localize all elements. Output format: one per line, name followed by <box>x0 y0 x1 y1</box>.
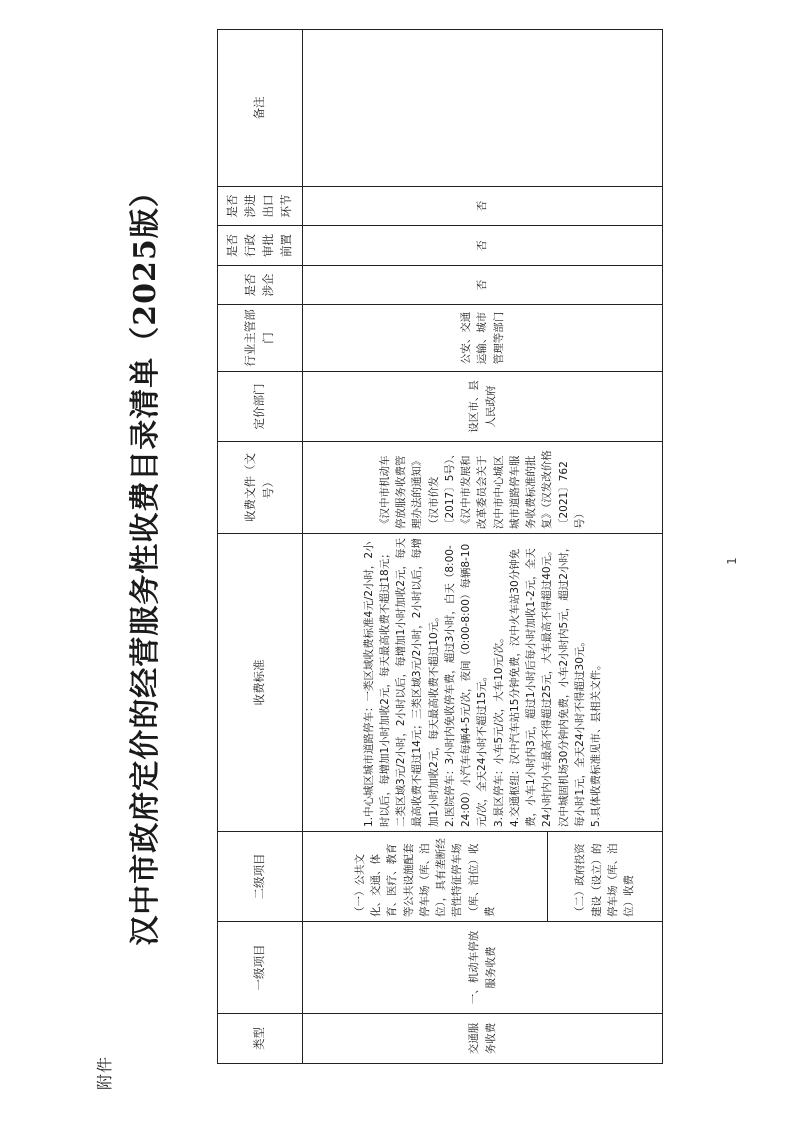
header-import-export: 是否涉进出口环节 <box>218 187 303 226</box>
standard-line-5: 5.具体收费标准见市、县相关文件。 <box>590 659 603 827</box>
page-number: 1 <box>725 557 739 565</box>
standard-line-1: 1.中心城区城市道路停车：一类区域收费标准4元/2小时，2小时以后，每增加1小时加收2元，每天最高收费不超过18元；二类区域3元/2小时，2小时以后，每增加1小时加收2元，每天最高收费不超过14元；三类区域3元/2小时，2小时以后，每增加1小时加收2元，每天最高收费不超过10元。 <box>362 538 440 827</box>
header-document: 收费文件（文号） <box>218 442 303 534</box>
header-level1: 一级项目 <box>218 922 303 1014</box>
cell-enterprise: 否 <box>303 266 663 305</box>
header-type: 类型 <box>218 1014 303 1064</box>
table-header-row <box>218 30 303 1064</box>
cell-import-export: 否 <box>303 187 663 226</box>
cell-admin-approval: 否 <box>303 226 663 266</box>
cell-type: 交通服务收费 <box>303 1014 663 1064</box>
standard-line-4: 4.交通枢纽：汉中汽车站15分钟免费，汉中火车站30分钟免费，小车1小时内3元，超过1小时后每小时加收1-2元，全天24小时内小车最高不得超过25元，大车最高不得超过40元。汉中城固机场30分钟内免费，小车2小时内5元，超过2小时，每小时1元，全天24小时不得超过30元。 <box>508 541 586 827</box>
page-title: 汉中市政府定价的经营服务性收费目录清单（2025版） <box>128 176 163 946</box>
header-note: 备注 <box>218 30 303 187</box>
header-enterprise: 是否涉企 <box>218 266 303 305</box>
fee-catalog-table <box>217 29 663 1064</box>
header-admin-approval: 是否行政审批前置 <box>218 226 303 266</box>
header-industry-dept: 行业主管部门 <box>218 305 303 372</box>
cell-note <box>303 30 663 187</box>
cell-standard <box>303 534 663 832</box>
header-level2: 二级项目 <box>218 832 303 922</box>
table-row <box>303 30 548 1064</box>
cell-level2-b: （二）政府投资建设（设立）的停车场（库、泊位）收费 <box>547 832 662 922</box>
header-standard: 收费标准 <box>218 534 303 832</box>
cell-level1: 一、机动车停放服务收费 <box>303 922 663 1014</box>
standard-line-3: 3.景区停车：小车5元/次，大车10元/次。 <box>492 632 505 827</box>
attachment-label: 附件 <box>95 1055 114 1090</box>
cell-document: 《汉中市机动车停放服务收费管理办法的通知》（汉市价发〔2017〕5号）、《汉中市发展和改革委员会关于汉中市中心城区城市道路停车服务收费标准的批复》（汉发改价格〔2021〕762号） <box>303 442 663 534</box>
cell-level2-a: （一）公共文化、交通、体育、医疗、教育等公共设施配套停车场（库、泊位），具有垄断经营性特征停车场（库、泊位）收费 <box>303 832 548 922</box>
header-pricing-dept: 定价部门 <box>218 372 303 442</box>
standard-line-2: 2.医院停车：3小时内免收停车费，超过3小时，白天（8:00-24:00）小汽车每辆4-5元/次，夜间（0:00-8:00）每辆8-10元/次，全天24小时不超过15元。 <box>443 543 489 827</box>
cell-industry-dept: 公安、交通运输、城市管理等部门 <box>303 305 663 372</box>
cell-pricing-dept: 设区市、县人民政府 <box>303 372 663 442</box>
